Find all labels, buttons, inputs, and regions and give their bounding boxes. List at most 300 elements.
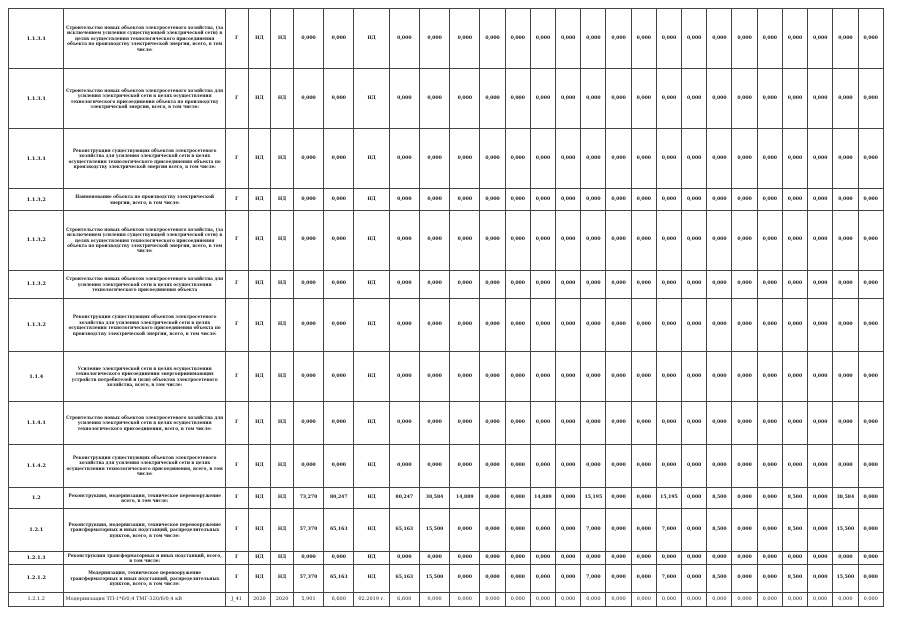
row-value-cell: 0,000 xyxy=(732,444,757,487)
row-value-cell: 0,000 xyxy=(732,189,757,210)
row-value-cell: НД xyxy=(354,9,389,69)
row-value-cell: 0,000 xyxy=(858,9,884,69)
row-value-cell: 0,000 xyxy=(389,69,419,129)
row-value-cell: 0,000 xyxy=(631,487,656,508)
row-value-cell: НД xyxy=(271,509,294,552)
row-value-cell: НД xyxy=(271,401,294,444)
row-value-cell: 0,000 xyxy=(732,487,757,508)
investment-program-table xyxy=(8,8,884,607)
row-value-cell: 0,000 xyxy=(656,552,681,565)
row-value-cell: 0,000 xyxy=(656,444,681,487)
row-value-cell: 0,000 xyxy=(480,352,505,401)
row-code-cell: 1.2.1.1 xyxy=(9,552,64,565)
row-value-cell: НД xyxy=(248,9,271,69)
row-code-cell: 1.1.3.2 xyxy=(9,210,64,270)
row-value-cell: 65,163 xyxy=(389,509,419,552)
row-value-cell: 0,000 xyxy=(530,69,555,129)
row-name-cell: Реконструкция трансформаторных и иных подстанций, всего, в том числе: xyxy=(64,552,225,565)
table-row xyxy=(9,210,884,270)
row-value-cell: Г xyxy=(225,189,248,210)
row-code-cell: 1.2 xyxy=(9,487,64,508)
row-value-cell: 0,000 xyxy=(606,270,631,298)
row-value-cell: 0,000 xyxy=(480,401,505,444)
row-value-cell: Г xyxy=(225,565,248,593)
row-value-cell: 0,000 xyxy=(606,129,631,189)
row-value-cell: 0,000 xyxy=(757,298,782,352)
row-value-cell: 0,000 xyxy=(530,509,555,552)
row-value-cell: 0,000 xyxy=(505,129,530,189)
row-value-cell: 0,000 xyxy=(757,210,782,270)
row-code-cell: 1.1.3.2 xyxy=(9,270,64,298)
row-value-cell: 7,000 xyxy=(581,565,606,593)
table-row xyxy=(9,9,884,69)
row-value-cell: 0,000 xyxy=(757,352,782,401)
row-value-cell: 0,000 xyxy=(419,210,449,270)
row-value-cell: 0,000 xyxy=(293,352,323,401)
row-value-cell: 0,000 xyxy=(682,9,707,69)
row-value-cell: 0,000 xyxy=(480,298,505,352)
row-value-cell: 0,000 xyxy=(450,565,480,593)
row-name-cell: Реконструкция, модернизация, техническое перевооружение трансформаторных и иных подстанций, распределительных пунктов, всего, в том числе: xyxy=(64,509,225,552)
row-value-cell: 15,500 xyxy=(833,565,858,593)
row-value-cell: 0,000 xyxy=(732,565,757,593)
row-value-cell: 38,584 xyxy=(833,487,858,508)
row-value-cell: 0,000 xyxy=(858,592,884,606)
row-value-cell: 0,000 xyxy=(450,298,480,352)
row-value-cell: 0,000 xyxy=(656,270,681,298)
row-value-cell: 0,000 xyxy=(556,9,581,69)
row-value-cell: J_41 xyxy=(225,592,248,606)
row-name-cell: Строительство новых объектов электросетевого хозяйства для усиления электрической сети в целях осуществления технологического присоединения, всего, в том числе: xyxy=(64,401,225,444)
row-code-cell: 1.1.3.2 xyxy=(9,189,64,210)
row-value-cell: 0,000 xyxy=(324,401,354,444)
row-value-cell: 0,000 xyxy=(530,129,555,189)
row-value-cell: НД xyxy=(248,270,271,298)
row-value-cell: 0,000 xyxy=(581,592,606,606)
row-value-cell: 0,000 xyxy=(324,352,354,401)
row-value-cell: 80,247 xyxy=(324,487,354,508)
row-value-cell: 0,000 xyxy=(505,565,530,593)
row-value-cell: 0,000 xyxy=(293,401,323,444)
table-row xyxy=(9,509,884,552)
row-value-cell: 0,000 xyxy=(682,210,707,270)
row-value-cell: 0,000 xyxy=(293,270,323,298)
row-name-cell: Реконструкция существующих объектов электросетевого хозяйства для усиления электрической сети в целях осуществления технологического присоединения объекта по производству электрической энергии всего, в том числе: xyxy=(64,129,225,189)
row-value-cell: 0,000 xyxy=(732,298,757,352)
row-value-cell: 0,000 xyxy=(707,592,732,606)
row-value-cell: 0,000 xyxy=(505,270,530,298)
row-value-cell: Г xyxy=(225,69,248,129)
row-value-cell: 0,000 xyxy=(581,69,606,129)
row-value-cell: 0,000 xyxy=(732,401,757,444)
row-value-cell: 0,000 xyxy=(480,129,505,189)
row-value-cell: 0,000 xyxy=(631,210,656,270)
row-value-cell: 0,000 xyxy=(389,270,419,298)
row-value-cell: 0,000 xyxy=(682,298,707,352)
row-value-cell: 0,000 xyxy=(808,129,833,189)
row-value-cell: 0,000 xyxy=(757,509,782,552)
row-value-cell: 14,889 xyxy=(530,487,555,508)
row-value-cell: 0,000 xyxy=(682,270,707,298)
row-value-cell: 57,370 xyxy=(293,565,323,593)
row-value-cell: 0,000 xyxy=(530,9,555,69)
row-value-cell: 0,000 xyxy=(450,552,480,565)
table-row xyxy=(9,487,884,508)
row-value-cell: 0,000 xyxy=(419,352,449,401)
table-row xyxy=(9,298,884,352)
row-value-cell: 0,000 xyxy=(293,552,323,565)
row-value-cell: НД xyxy=(354,69,389,129)
row-value-cell: 0,000 xyxy=(480,270,505,298)
row-value-cell: 0,000 xyxy=(707,69,732,129)
row-value-cell: НД xyxy=(354,565,389,593)
row-value-cell: 0,000 xyxy=(682,401,707,444)
row-value-cell: 0,000 xyxy=(808,9,833,69)
row-value-cell: 0,000 xyxy=(480,565,505,593)
row-value-cell: 0,000 xyxy=(293,189,323,210)
row-value-cell: 0,000 xyxy=(581,129,606,189)
row-value-cell: 0,000 xyxy=(782,210,807,270)
row-value-cell: 0,000 xyxy=(581,352,606,401)
row-value-cell: 0,000 xyxy=(293,69,323,129)
row-value-cell: 0,000 xyxy=(581,401,606,444)
row-name-cell: Реконструкция существующих объектов электросетевого хозяйства для усиления электрической сети в целях осуществления технологического присоединения объекта по производству электрической энергии, всего, в том числе: xyxy=(64,298,225,352)
row-value-cell: 02.2019 г. xyxy=(354,592,389,606)
row-value-cell: 0,000 xyxy=(631,509,656,552)
row-value-cell: НД xyxy=(248,352,271,401)
row-value-cell: 6,600 xyxy=(324,592,354,606)
row-value-cell: 0,000 xyxy=(419,444,449,487)
row-value-cell: 0,000 xyxy=(757,401,782,444)
row-value-cell: 0,000 xyxy=(707,189,732,210)
row-value-cell: 0,000 xyxy=(450,592,480,606)
row-value-cell: 0,000 xyxy=(757,270,782,298)
row-value-cell: 0,000 xyxy=(833,592,858,606)
row-value-cell: 0,000 xyxy=(419,270,449,298)
row-code-cell: 1.1.4.1 xyxy=(9,401,64,444)
row-value-cell: 0,000 xyxy=(324,298,354,352)
row-value-cell: 0,000 xyxy=(419,9,449,69)
row-value-cell: 14,889 xyxy=(450,487,480,508)
row-value-cell: 8,500 xyxy=(782,487,807,508)
row-value-cell: 0,000 xyxy=(480,69,505,129)
row-value-cell: 0,000 xyxy=(656,9,681,69)
row-value-cell: 0,000 xyxy=(833,9,858,69)
row-value-cell: 0,000 xyxy=(656,592,681,606)
row-value-cell: 0,000 xyxy=(808,210,833,270)
row-value-cell: 0,000 xyxy=(631,9,656,69)
row-value-cell: Г xyxy=(225,509,248,552)
row-value-cell: 0,000 xyxy=(606,592,631,606)
row-value-cell: 0,000 xyxy=(808,509,833,552)
row-value-cell: 15,500 xyxy=(419,565,449,593)
row-value-cell: 0,000 xyxy=(631,444,656,487)
row-value-cell: 0,000 xyxy=(419,592,449,606)
row-value-cell: 0,000 xyxy=(682,552,707,565)
row-code-cell: 1.1.3.1 xyxy=(9,129,64,189)
row-value-cell: 0,000 xyxy=(682,592,707,606)
row-name-cell: Строительство новых объектов электросетевого хозяйства для усиления электрической сети в целях осуществления технологического присоединения объекта по производству электрической энергии, всего, в том числе: xyxy=(64,69,225,129)
row-value-cell: Г xyxy=(225,401,248,444)
row-value-cell: 0,000 xyxy=(682,129,707,189)
row-value-cell: 0,000 xyxy=(782,552,807,565)
row-value-cell: 0,000 xyxy=(782,129,807,189)
row-value-cell: 0,000 xyxy=(782,270,807,298)
table-row xyxy=(9,69,884,129)
row-value-cell: 0,000 xyxy=(389,401,419,444)
row-value-cell: 0,000 xyxy=(808,444,833,487)
row-code-cell: 1.1.4 xyxy=(9,352,64,401)
row-value-cell: 0,000 xyxy=(505,444,530,487)
row-value-cell: Г xyxy=(225,552,248,565)
row-value-cell: 0,000 xyxy=(757,69,782,129)
row-value-cell: 0,000 xyxy=(858,565,884,593)
row-value-cell: НД xyxy=(248,487,271,508)
row-value-cell: 0,000 xyxy=(631,565,656,593)
row-value-cell: 0,000 xyxy=(858,509,884,552)
row-value-cell: 0,000 xyxy=(480,487,505,508)
row-name-cell: Наименование объекта по производству электрической энергии, всего, в том числе: xyxy=(64,189,225,210)
row-value-cell: 0,000 xyxy=(833,444,858,487)
row-value-cell: 0,000 xyxy=(606,444,631,487)
row-value-cell: 0,000 xyxy=(530,189,555,210)
row-value-cell: 0,000 xyxy=(419,189,449,210)
row-value-cell: 7,000 xyxy=(656,509,681,552)
row-value-cell: Г xyxy=(225,487,248,508)
row-value-cell: 0,000 xyxy=(656,69,681,129)
row-value-cell: 8,500 xyxy=(707,509,732,552)
row-value-cell: 0,000 xyxy=(606,210,631,270)
row-value-cell: 0,000 xyxy=(324,9,354,69)
row-value-cell: 0,000 xyxy=(530,592,555,606)
row-value-cell: 0,000 xyxy=(858,444,884,487)
table-row xyxy=(9,401,884,444)
row-value-cell: НД xyxy=(354,487,389,508)
row-value-cell: 0,000 xyxy=(505,509,530,552)
row-value-cell: Г xyxy=(225,210,248,270)
row-value-cell: 5,901 xyxy=(293,592,323,606)
row-value-cell: 0,000 xyxy=(556,298,581,352)
row-value-cell: 0,000 xyxy=(682,69,707,129)
row-value-cell: Г xyxy=(225,270,248,298)
row-value-cell: 0,000 xyxy=(324,129,354,189)
row-value-cell: 0,000 xyxy=(808,298,833,352)
row-code-cell: 1.1.3.1 xyxy=(9,9,64,69)
row-code-cell: 1.1.3.2 xyxy=(9,298,64,352)
table-row xyxy=(9,129,884,189)
row-value-cell: 65,163 xyxy=(389,565,419,593)
row-value-cell: 0,000 xyxy=(732,210,757,270)
row-code-cell: 1.2.1.2 xyxy=(9,592,64,606)
row-value-cell: НД xyxy=(354,401,389,444)
row-value-cell: 0,000 xyxy=(324,210,354,270)
row-value-cell: 0,000 xyxy=(556,270,581,298)
row-code-cell: 1.1.3.1 xyxy=(9,69,64,129)
row-name-cell: Строительство новых объектов электросетевого хозяйства, (за исключением усиления существующей электрической сети) в целях осуществления технологического присоединения объекта по производству электрической энергии, всего, в том числе: xyxy=(64,210,225,270)
row-value-cell: 0,000 xyxy=(606,552,631,565)
row-value-cell: 0,000 xyxy=(480,189,505,210)
row-value-cell: 0,000 xyxy=(833,401,858,444)
row-value-cell: 0,000 xyxy=(556,401,581,444)
row-value-cell: 0,000 xyxy=(389,444,419,487)
row-value-cell: НД xyxy=(271,9,294,69)
row-value-cell: 0,000 xyxy=(606,487,631,508)
row-value-cell: 0,000 xyxy=(389,552,419,565)
row-value-cell: 0,000 xyxy=(707,298,732,352)
row-value-cell: Г xyxy=(225,129,248,189)
row-value-cell: 8,500 xyxy=(782,565,807,593)
row-value-cell: 38,584 xyxy=(419,487,449,508)
row-value-cell: 0,000 xyxy=(858,298,884,352)
row-value-cell: 0,000 xyxy=(581,270,606,298)
row-value-cell: 0,000 xyxy=(732,552,757,565)
row-value-cell: 0,000 xyxy=(293,9,323,69)
row-value-cell: 0,000 xyxy=(808,565,833,593)
row-value-cell: НД xyxy=(271,129,294,189)
table-row xyxy=(9,552,884,565)
row-value-cell: 0,000 xyxy=(858,69,884,129)
row-value-cell: 0,000 xyxy=(782,69,807,129)
row-value-cell: 0,000 xyxy=(389,189,419,210)
row-value-cell: 0,000 xyxy=(757,592,782,606)
row-value-cell: 0,000 xyxy=(530,552,555,565)
row-value-cell: 0,000 xyxy=(707,270,732,298)
row-value-cell: 0,000 xyxy=(450,210,480,270)
row-value-cell: 0,000 xyxy=(450,69,480,129)
row-value-cell: 0,000 xyxy=(450,9,480,69)
row-value-cell: 0,000 xyxy=(808,270,833,298)
row-value-cell: 0,000 xyxy=(480,509,505,552)
row-value-cell: 0,000 xyxy=(808,401,833,444)
row-value-cell: 0,000 xyxy=(833,129,858,189)
row-value-cell: 0,000 xyxy=(419,401,449,444)
row-value-cell: 0,000 xyxy=(581,552,606,565)
row-value-cell: 0,000 xyxy=(505,487,530,508)
row-value-cell: 0,000 xyxy=(656,210,681,270)
row-value-cell: 0,000 xyxy=(682,565,707,593)
row-value-cell: 0,000 xyxy=(833,552,858,565)
row-value-cell: 0,000 xyxy=(505,69,530,129)
row-value-cell: 0,000 xyxy=(505,9,530,69)
row-value-cell: 0,000 xyxy=(505,552,530,565)
row-value-cell: Г xyxy=(225,9,248,69)
row-value-cell: 0,000 xyxy=(450,129,480,189)
row-value-cell: 0,000 xyxy=(631,298,656,352)
row-value-cell: НД xyxy=(354,189,389,210)
row-value-cell: 0,000 xyxy=(389,210,419,270)
row-value-cell: 0,000 xyxy=(324,444,354,487)
row-value-cell: 0,000 xyxy=(324,69,354,129)
row-name-cell: Реконструкция существующих объектов электросетевого хозяйства для усиления электрической сети в целях осуществления технологического присоединения, всего, в том числе: xyxy=(64,444,225,487)
row-value-cell: 0,000 xyxy=(530,401,555,444)
row-value-cell: НД xyxy=(271,552,294,565)
row-value-cell: 0,000 xyxy=(419,69,449,129)
row-value-cell: 0,000 xyxy=(581,9,606,69)
row-value-cell: НД xyxy=(248,129,271,189)
row-value-cell: 0,000 xyxy=(581,210,606,270)
row-value-cell: 0,000 xyxy=(324,552,354,565)
row-value-cell: 0,000 xyxy=(450,189,480,210)
row-value-cell: 0,000 xyxy=(732,270,757,298)
row-value-cell: 0,000 xyxy=(505,210,530,270)
row-value-cell: 0,000 xyxy=(530,444,555,487)
row-code-cell: 1.1.4.2 xyxy=(9,444,64,487)
row-value-cell: 0,000 xyxy=(631,401,656,444)
row-value-cell: 0,000 xyxy=(419,129,449,189)
row-name-cell: Строительство новых объектов электросетевого хозяйства, (за исключением усиления существующей электрической сети) в целях осуществления технологического присоединения объекта по производству электрической энергии, всего, в том числе: xyxy=(64,9,225,69)
row-value-cell: НД xyxy=(271,444,294,487)
row-value-cell: 0,000 xyxy=(480,210,505,270)
row-value-cell: 65,163 xyxy=(324,565,354,593)
row-value-cell: 0,000 xyxy=(606,352,631,401)
row-value-cell: 0,000 xyxy=(293,444,323,487)
row-value-cell: 0,000 xyxy=(450,444,480,487)
row-value-cell: 0,000 xyxy=(556,552,581,565)
row-value-cell: НД xyxy=(248,565,271,593)
table-body xyxy=(9,9,884,607)
row-value-cell: 0,000 xyxy=(833,352,858,401)
row-value-cell: НД xyxy=(354,210,389,270)
row-value-cell: 0,000 xyxy=(505,189,530,210)
row-value-cell: 0,000 xyxy=(732,352,757,401)
row-value-cell: 0,000 xyxy=(389,298,419,352)
row-value-cell: 0,000 xyxy=(556,210,581,270)
row-value-cell: 0,000 xyxy=(480,592,505,606)
row-code-cell: 1.2.1.2 xyxy=(9,565,64,593)
row-value-cell: 15,500 xyxy=(419,509,449,552)
row-value-cell: НД xyxy=(248,210,271,270)
row-value-cell: 0,000 xyxy=(782,352,807,401)
row-value-cell: 0,000 xyxy=(656,189,681,210)
row-value-cell: НД xyxy=(248,401,271,444)
row-value-cell: 0,000 xyxy=(389,352,419,401)
row-value-cell: 0,000 xyxy=(707,9,732,69)
row-value-cell: 0,000 xyxy=(757,444,782,487)
row-value-cell: 0,000 xyxy=(505,401,530,444)
table-row xyxy=(9,270,884,298)
row-value-cell: 0,000 xyxy=(293,129,323,189)
row-value-cell: НД xyxy=(271,270,294,298)
row-value-cell: 80,247 xyxy=(389,487,419,508)
row-value-cell: 0,000 xyxy=(530,210,555,270)
row-value-cell: 0,000 xyxy=(631,129,656,189)
row-value-cell: 0,000 xyxy=(505,592,530,606)
row-value-cell: 0,000 xyxy=(682,189,707,210)
row-value-cell: 0,000 xyxy=(606,401,631,444)
row-value-cell: 0,000 xyxy=(782,9,807,69)
row-value-cell: 0,000 xyxy=(808,189,833,210)
row-value-cell: 0,000 xyxy=(450,270,480,298)
row-value-cell: НД xyxy=(248,298,271,352)
row-value-cell: 0,000 xyxy=(782,592,807,606)
row-value-cell: 15,195 xyxy=(656,487,681,508)
row-value-cell: 0,000 xyxy=(631,552,656,565)
row-value-cell: 7,000 xyxy=(656,565,681,593)
row-value-cell: 0,000 xyxy=(450,401,480,444)
row-value-cell: 73,270 xyxy=(293,487,323,508)
row-value-cell: 0,000 xyxy=(732,592,757,606)
row-value-cell: 0,000 xyxy=(858,189,884,210)
row-value-cell: НД xyxy=(248,444,271,487)
row-value-cell: 65,163 xyxy=(324,509,354,552)
row-name-cell: Реконструкция, модернизация, техническое перевооружение всего, в том числе: xyxy=(64,487,225,508)
row-value-cell: 0,000 xyxy=(707,444,732,487)
row-value-cell: НД xyxy=(248,189,271,210)
row-value-cell: 0,000 xyxy=(682,444,707,487)
row-value-cell: НД xyxy=(271,210,294,270)
row-value-cell: 0,000 xyxy=(606,9,631,69)
row-value-cell: 0,000 xyxy=(324,270,354,298)
